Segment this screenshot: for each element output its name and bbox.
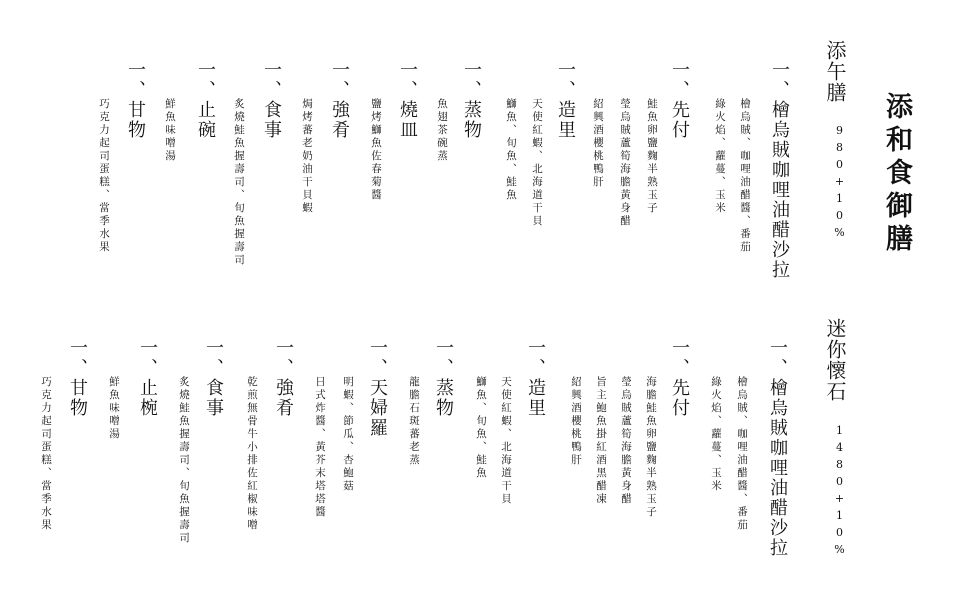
menu-price: 980+10% xyxy=(833,124,846,243)
course-line: 巧克力起司蛋糕、當季水果 xyxy=(40,376,52,532)
course-name: 一、檜烏賊咖哩油醋沙拉 xyxy=(769,60,790,280)
course-line: 鮮魚味噌湯 xyxy=(108,376,120,441)
course-line: 紹興酒櫻桃鴨肝 xyxy=(592,98,604,189)
course-line: 巧克力起司蛋糕、當季水果 xyxy=(98,98,110,254)
course-name: 一、強肴 xyxy=(329,60,350,140)
course-name: 一、蒸物 xyxy=(433,338,454,418)
course-name: 一、強肴 xyxy=(273,338,294,418)
course-line: 鰤魚、旬魚、鮭魚 xyxy=(475,376,487,480)
course-line: 日式炸醬、黃芥末塔塔醬 xyxy=(314,376,326,519)
course-name: 一、食事 xyxy=(203,338,224,418)
course-name: 一、止椀 xyxy=(137,338,158,418)
course-line: 乾煎無骨牛小排佐紅椒味噌 xyxy=(246,376,258,532)
course-line: 鮭魚卵鹽麴半熟玉子 xyxy=(646,98,658,215)
course-line: 檜烏賊、咖哩油醋醬、番茄 xyxy=(739,98,751,254)
menu-name: 迷你懷石 xyxy=(823,318,847,402)
course-name: 一、天婦羅 xyxy=(367,338,388,438)
course-name: 一、燒皿 xyxy=(397,60,418,140)
course-line: 鰤魚、旬魚、鮭魚 xyxy=(505,98,517,202)
menu-name: 添午膳 xyxy=(823,40,847,103)
course-line: 明蝦、節瓜、杏鮑菇 xyxy=(342,376,354,493)
course-name: 一、先付 xyxy=(669,338,690,418)
course-line: 鮮魚味噌湯 xyxy=(164,98,176,163)
course-line: 旨主鮑魚掛紅酒黑醋凍 xyxy=(595,376,607,506)
course-name: 一、甘物 xyxy=(67,338,88,418)
course-name: 一、食事 xyxy=(261,60,282,140)
page-title: 添和食御膳 xyxy=(881,92,912,257)
course-line: 天使紅蝦、北海道干貝 xyxy=(500,376,512,506)
course-name: 一、造里 xyxy=(525,338,546,418)
course-name: 一、檜烏賊咖哩油醋沙拉 xyxy=(767,338,788,558)
course-name: 一、蒸物 xyxy=(461,60,482,140)
course-line: 瑩烏賊蘆筍海膽黃身醋 xyxy=(620,376,632,506)
course-line: 綠火焰、蘿蔓、玉米 xyxy=(714,98,726,215)
course-line: 炙燒鮭魚握壽司、旬魚握壽司 xyxy=(233,98,245,267)
course-line: 焗烤蕃老奶油干貝蝦 xyxy=(301,98,313,215)
course-name: 一、止碗 xyxy=(195,60,216,140)
course-line: 瑩烏賊蘆筍海膽黃身醋 xyxy=(619,98,631,228)
course-line: 綠火焰、蘿蔓、玉米 xyxy=(710,376,722,493)
course-line: 炙燒鮭魚握壽司、旬魚握壽司 xyxy=(178,376,190,545)
menu-price: 1480+10% xyxy=(833,424,846,560)
course-line: 鹽烤鰤魚佐春菊醬 xyxy=(370,98,382,202)
course-line: 天使紅蝦、北海道干貝 xyxy=(531,98,543,228)
course-line: 檜烏賊、咖哩油醋醬、番茄 xyxy=(736,376,748,532)
course-line: 紹興酒櫻桃鴨肝 xyxy=(570,376,582,467)
course-line: 魚翅茶碗蒸 xyxy=(436,98,448,163)
course-name: 一、甘物 xyxy=(125,60,146,140)
course-name: 一、造里 xyxy=(555,60,576,140)
course-line: 龍膽石斑蕃老蒸 xyxy=(408,376,420,467)
course-name: 一、先付 xyxy=(669,60,690,140)
course-line: 海膽鮭魚卵鹽麴半熟玉子 xyxy=(645,376,657,519)
